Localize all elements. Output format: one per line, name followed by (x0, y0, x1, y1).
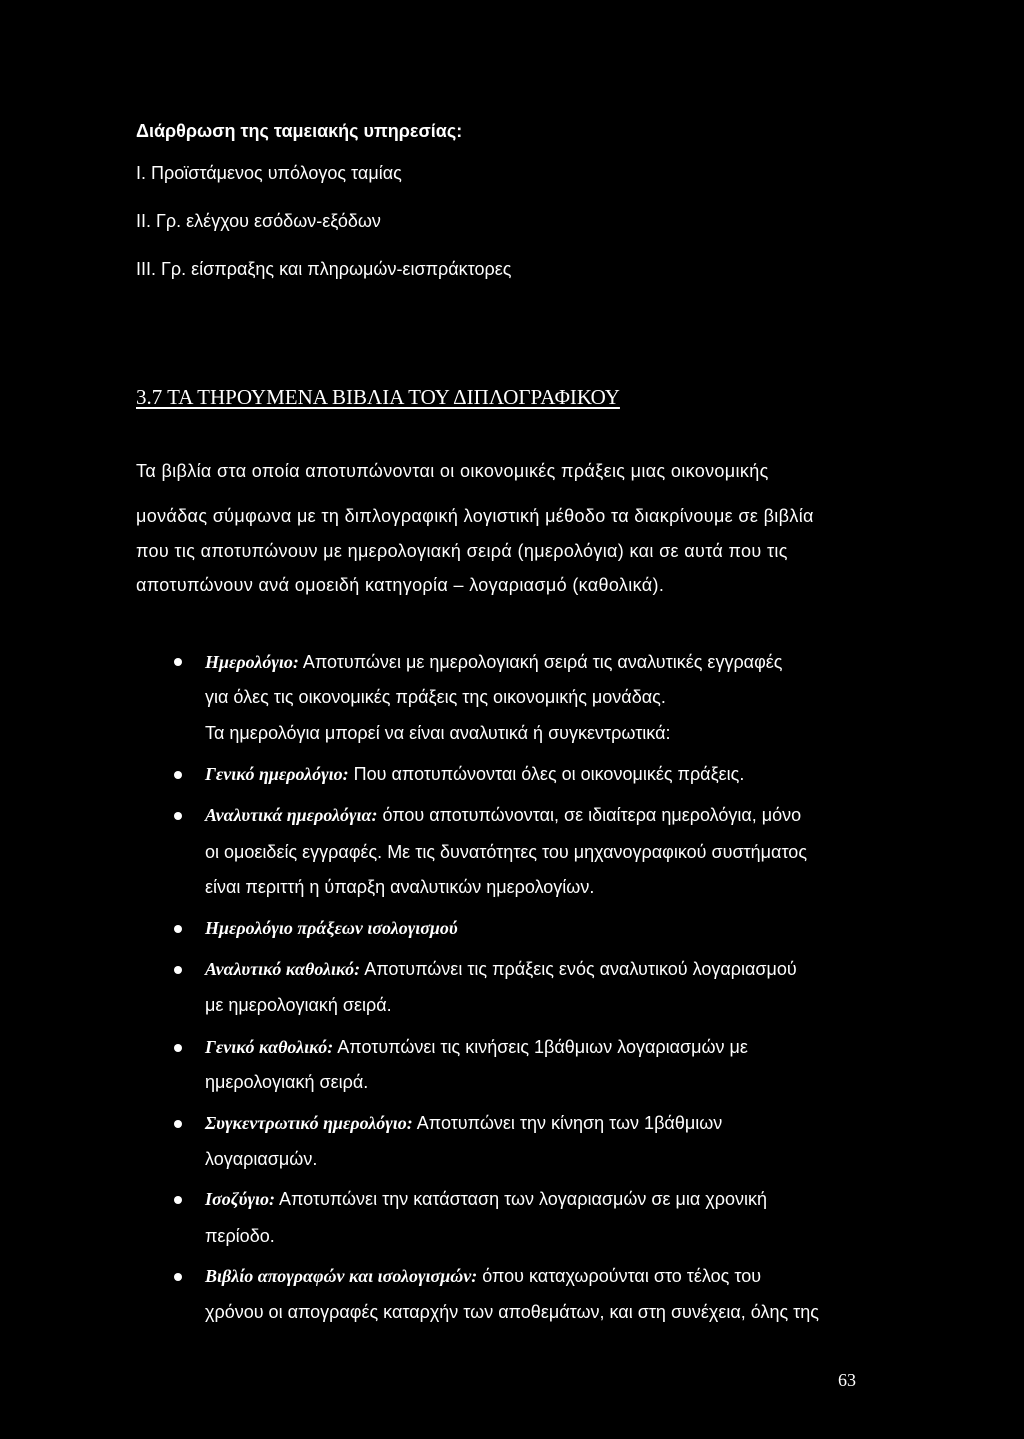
bullet-item-journal (205, 653, 782, 671)
bullet-dot (174, 1120, 182, 1128)
bullet-text: Που αποτυπώνονται όλες οι οικονομικές πράξεις. (348, 764, 745, 784)
bullet-text: όπου αποτυπώνονται, σε ιδιαίτερα ημερολόγια, μόνο (377, 805, 802, 825)
bullet-item-trial-balance (205, 1190, 767, 1208)
intro-line-2: μονάδας σύμφωνα με τη διπλογραφική λογιστική μέθοδο τα διακρίνουμε σε βιβλία (136, 506, 814, 526)
bullet-dot (174, 658, 182, 666)
service-structure-title: Διάρθρωση της ταμειακής υπηρεσίας: (136, 121, 463, 141)
bullet-dot (174, 1273, 182, 1281)
bullet-continuation: χρόνου οι απογραφές καταρχήν των αποθεμάτων, και στη συνέχεια, όλης της (205, 1302, 819, 1322)
service-item-1: Ι. Προϊστάμενος υπόλογος ταμίας (136, 163, 402, 183)
bullet-dot (174, 966, 182, 974)
intro-line-4: αποτυπώνουν ανά ομοειδή κατηγορία – λογαριασμό (καθολικά). (136, 575, 665, 595)
bullet-term: Αναλυτικά ημερολόγια: (205, 805, 378, 825)
bullet-text: Αποτυπώνει τις πράξεις ενός αναλυτικού λογαριασμού (360, 959, 797, 979)
page-number: 63 (838, 1370, 856, 1390)
section-heading: 3.7 ΤΑ ΤΗΡΟΥΜΕΝΑ ΒΙΒΛΙΑ ΤΟΥ ΔΙΠΛΟΓΡΑΦΙΚΟΥ (136, 385, 620, 409)
intro-line-3: που τις αποτυπώνουν με ημερολογιακή σειρά (ημερολόγια) και σε αυτά που τις (136, 541, 788, 561)
bullet-term: Βιβλίο απογραφών και ισολογισμών: (205, 1266, 478, 1286)
bullet-term: Συγκεντρωτικό ημερολόγιο: (205, 1113, 413, 1133)
bullet-item-balance-journal (205, 919, 458, 937)
bullet-text: όπου καταχωρούνται στο τέλος του (477, 1266, 762, 1286)
bullet-continuation: λογαριασμών. (205, 1149, 318, 1169)
bullet-continuation: με ημερολογιακή σειρά. (205, 995, 392, 1015)
bullet-text: Αποτυπώνει την κίνηση των 1βάθμιων (412, 1113, 723, 1133)
bullet-dot (174, 925, 182, 933)
intro-line-1: Τα βιβλία στα οποία αποτυπώνονται οι οικονομικές πράξεις μιας οικονομικής (136, 461, 769, 481)
bullet-continuation: οι ομοειδείς εγγραφές. Με τις δυνατότητες του μηχανογραφικού συστήματος (205, 842, 807, 862)
bullet-continuation: για όλες τις οικονομικές πράξεις της οικονομικής μονάδας. (205, 687, 666, 707)
bullet-dot (174, 1196, 182, 1204)
bullet-term: Γενικό ημερολόγιο: (205, 764, 349, 784)
bullet-term: Ισοζύγιο: (205, 1189, 275, 1209)
bullet-term: Ημερολόγιο: (205, 652, 299, 672)
bullet-continuation: είναι περιττή η ύπαρξη αναλυτικών ημερολογίων. (205, 877, 595, 897)
bullet-item-general-journal (205, 765, 744, 783)
bullet-dot (174, 812, 182, 820)
bullet-continuation: ημερολογιακή σειρά. (205, 1072, 369, 1092)
bullet-term: Αναλυτικό καθολικό: (205, 959, 361, 979)
bullet-dot (174, 771, 182, 779)
bullet-item-analytic-journals (205, 806, 801, 824)
bullet-text: Αποτυπώνει με ημερολογιακή σειρά τις αναλυτικές εγγραφές (298, 652, 783, 672)
service-item-2: ΙΙ. Γρ. ελέγχου εσόδων-εξόδων (136, 211, 381, 231)
bullet-text: Αποτυπώνει τις κινήσεις 1βάθμιων λογαριασμών με (333, 1037, 748, 1057)
bullet-continuation: περίοδο. (205, 1226, 275, 1246)
bullet-item-general-ledger (205, 1038, 748, 1056)
bullet-term: Ημερολόγιο πράξεων ισολογισμού (205, 918, 458, 938)
service-item-3: ΙΙΙ. Γρ. είσπραξης και πληρωμών-εισπράκτορες (136, 259, 512, 279)
bullet-item-inventory-book (205, 1267, 761, 1285)
bullet-text: Αποτυπώνει την κατάσταση των λογαριασμών σε μια χρονική (274, 1189, 767, 1209)
bullet-item-analytic-ledger (205, 960, 797, 978)
bullet-dot (174, 1044, 182, 1052)
bullet-term: Γενικό καθολικό: (205, 1037, 334, 1057)
bullet-item-summary-journal (205, 1114, 722, 1132)
bullet-continuation: Τα ημερολόγια μπορεί να είναι αναλυτικά ή συγκεντρωτικά: (205, 723, 671, 743)
